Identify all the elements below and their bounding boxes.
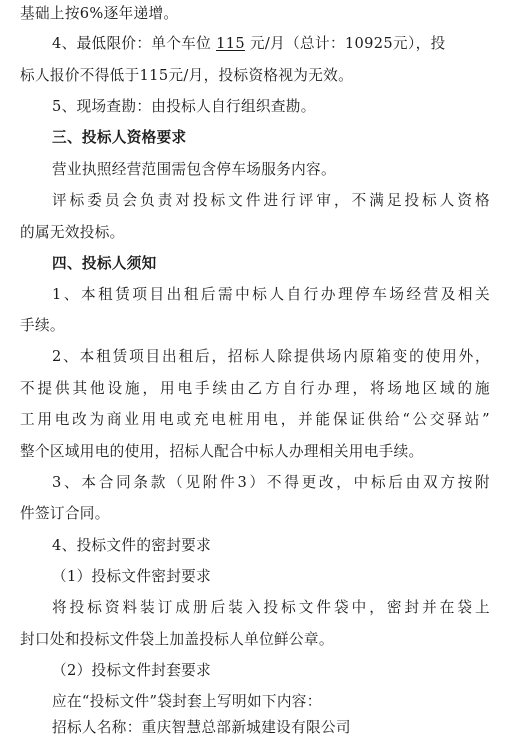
paragraph-line (20, 408, 490, 432)
paragraph-line (52, 716, 490, 740)
text-line: 营业执照经营范围需包含停车场服务内容。 (52, 161, 336, 178)
text-line: 3、本合同条款（见附件3）不得更改，中标后由双方按附 (52, 474, 490, 491)
paragraph-line (20, 377, 490, 401)
text-line: 标人报价不得低于115元/月，投标资格视为无效。 (20, 67, 354, 84)
text-line: 应在“投标文件”袋封套上写明如下内容： (52, 693, 322, 710)
paragraph-line (20, 221, 490, 245)
text-line: 基础上按6%逐年递增。 (20, 5, 179, 22)
heading-text: 三、投标人资格要求 (52, 129, 187, 146)
text-line: 元/月（总计：10925元），投 (244, 35, 446, 52)
paragraph-line (52, 158, 490, 182)
text-line: 手续。 (20, 317, 65, 334)
paragraph-line (20, 628, 490, 652)
text-line: 评标委员会负责对投标文件进行评审，不满足投标人资格 (52, 192, 490, 209)
paragraph-line (52, 345, 490, 369)
paragraph-line (20, 314, 490, 338)
text-line: 招标人名称：重庆智慧总部新城建设有限公司 (52, 719, 351, 736)
text-line: 1、本租赁项目出租后需中标人自行办理停车场经营及相关 (52, 286, 490, 303)
section-heading-qualification (52, 126, 490, 150)
text-line: （1）投标文件密封要求 (52, 568, 212, 585)
paragraph-line (52, 534, 490, 558)
text-line: 2、本租赁项目出租后，招标人除提供场内原箱变的使用外， (52, 348, 490, 365)
text-line: 不提供其他设施，用电手续由乙方自行办理，将场地区域的施 (20, 380, 490, 397)
text-line: 工用电改为商业用电或充电桩用电，并能保证供给“公交驿站” (20, 411, 490, 428)
paragraph-line (52, 565, 490, 589)
text-line: 整个区域用电的使用，招标人配合中标人办理相关用电手续。 (20, 443, 424, 460)
paragraph-line (52, 283, 490, 307)
paragraph-line (52, 471, 490, 495)
text-line: 将投标资料装订成册后装入投标文件袋中，密封并在袋上 (52, 599, 490, 616)
min-price-line (52, 32, 490, 56)
underlined-price: 115 (216, 35, 245, 52)
text-line: 5、现场查勘：由投标人自行组织查勘。 (52, 98, 316, 115)
text-line: （2）投标文件封套要求 (52, 662, 212, 679)
paragraph-line (52, 596, 490, 620)
paragraph-line (20, 2, 490, 26)
paragraph-line (52, 189, 490, 213)
text-line: 封口处和投标文件袋上加盖投标人单位鲜公章。 (20, 631, 334, 648)
paragraph-line (52, 690, 490, 714)
paragraph-line (52, 95, 490, 119)
paragraph-line (52, 659, 490, 683)
section-heading-bidder-notice (52, 252, 490, 276)
text-line: 件签订合同。 (20, 505, 110, 522)
paragraph-line (20, 440, 490, 464)
text-line: 的属无效投标。 (20, 224, 125, 241)
heading-text: 四、投标人须知 (52, 255, 157, 272)
paragraph-line (20, 64, 490, 88)
text-line: 4、最低限价：单个车位 (52, 35, 217, 52)
paragraph-line (20, 502, 490, 526)
text-line: 4、投标文件的密封要求 (52, 537, 212, 554)
